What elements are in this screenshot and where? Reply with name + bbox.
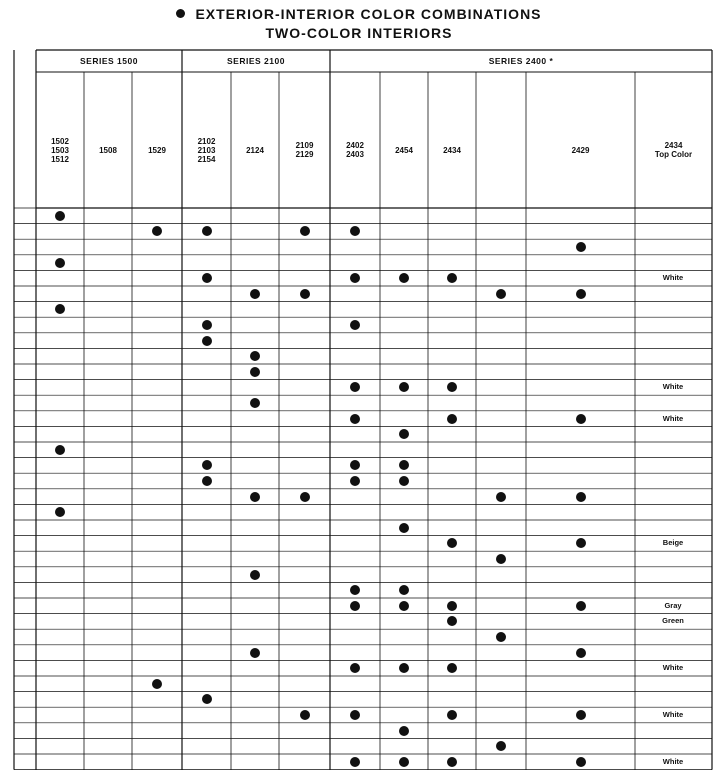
column-header: 1529	[148, 145, 166, 155]
combination-dot	[202, 460, 212, 470]
column-header: 2402 2403	[346, 141, 364, 159]
combination-dot	[496, 632, 506, 642]
column-header: 2434	[443, 145, 461, 155]
top-color-note: Green	[662, 616, 684, 626]
combination-dot	[399, 476, 409, 486]
combination-dot	[350, 320, 360, 330]
combination-dot	[55, 445, 65, 455]
series-header: SERIES 2100	[227, 56, 285, 66]
combination-dot	[350, 601, 360, 611]
column-header: 1502 1503 1512	[51, 136, 69, 164]
column-header: 2429	[571, 145, 590, 155]
combination-dot	[496, 492, 506, 502]
combination-dot	[250, 289, 260, 299]
combination-dot	[576, 414, 586, 424]
column-header: 2454	[395, 145, 413, 155]
combination-dot	[576, 601, 586, 611]
title-line-1: EXTERIOR-INTERIOR COLOR COMBINATIONS	[195, 6, 542, 22]
combination-dot	[300, 226, 310, 236]
combination-dot	[447, 601, 457, 611]
combination-dot	[250, 648, 260, 658]
combination-dot	[300, 289, 310, 299]
combination-dot	[447, 710, 457, 720]
combination-dot	[250, 570, 260, 580]
combination-dot	[300, 710, 310, 720]
combination-dot	[202, 476, 212, 486]
combination-dot	[55, 258, 65, 268]
combination-dot	[152, 679, 162, 689]
page-subtitle: TWO-COLOR INTERIORS	[265, 25, 453, 41]
column-header: 2109 2129	[295, 141, 314, 159]
top-color-note: White	[662, 756, 684, 766]
combination-dot	[447, 757, 457, 767]
combination-dot	[300, 492, 310, 502]
combination-dot	[447, 414, 457, 424]
combination-dot	[576, 538, 586, 548]
top-color-note: White	[662, 382, 684, 392]
column-header: 1508	[99, 145, 117, 155]
top-color-note: White	[662, 413, 684, 423]
combination-dot	[350, 414, 360, 424]
top-color-note: Beige	[662, 538, 684, 548]
combination-dot	[202, 226, 212, 236]
combination-dot	[202, 273, 212, 283]
combination-dot	[202, 336, 212, 346]
combination-dot	[399, 757, 409, 767]
combination-dot	[250, 398, 260, 408]
combination-dot	[576, 242, 586, 252]
combination-dot	[496, 289, 506, 299]
top-color-note: Gray	[664, 600, 682, 610]
column-header: 2102 2103 2154	[197, 136, 216, 164]
combination-dot	[350, 476, 360, 486]
column-header: 2434 Top Color	[654, 141, 693, 159]
combination-dot	[55, 211, 65, 221]
combination-dot	[576, 648, 586, 658]
combination-dot	[576, 710, 586, 720]
combination-dot	[576, 289, 586, 299]
series-header: SERIES 1500	[80, 56, 138, 66]
top-color-note: White	[662, 710, 684, 719]
combination-dot	[350, 710, 360, 720]
combination-dot	[399, 601, 409, 611]
series-header: SERIES 2400 *	[488, 56, 554, 66]
combination-dot	[250, 492, 260, 502]
combination-dot	[496, 554, 506, 564]
combination-dot	[350, 757, 360, 767]
column-header: 2124	[246, 145, 264, 155]
combination-dot	[576, 757, 586, 767]
combination-dot	[250, 367, 260, 377]
top-color-note: White	[662, 273, 684, 283]
combination-dot	[399, 523, 409, 533]
combination-dot	[399, 726, 409, 736]
combination-dot	[202, 694, 212, 704]
combination-dot	[576, 492, 586, 502]
top-color-note: White	[662, 663, 684, 673]
combination-dot	[202, 320, 212, 330]
